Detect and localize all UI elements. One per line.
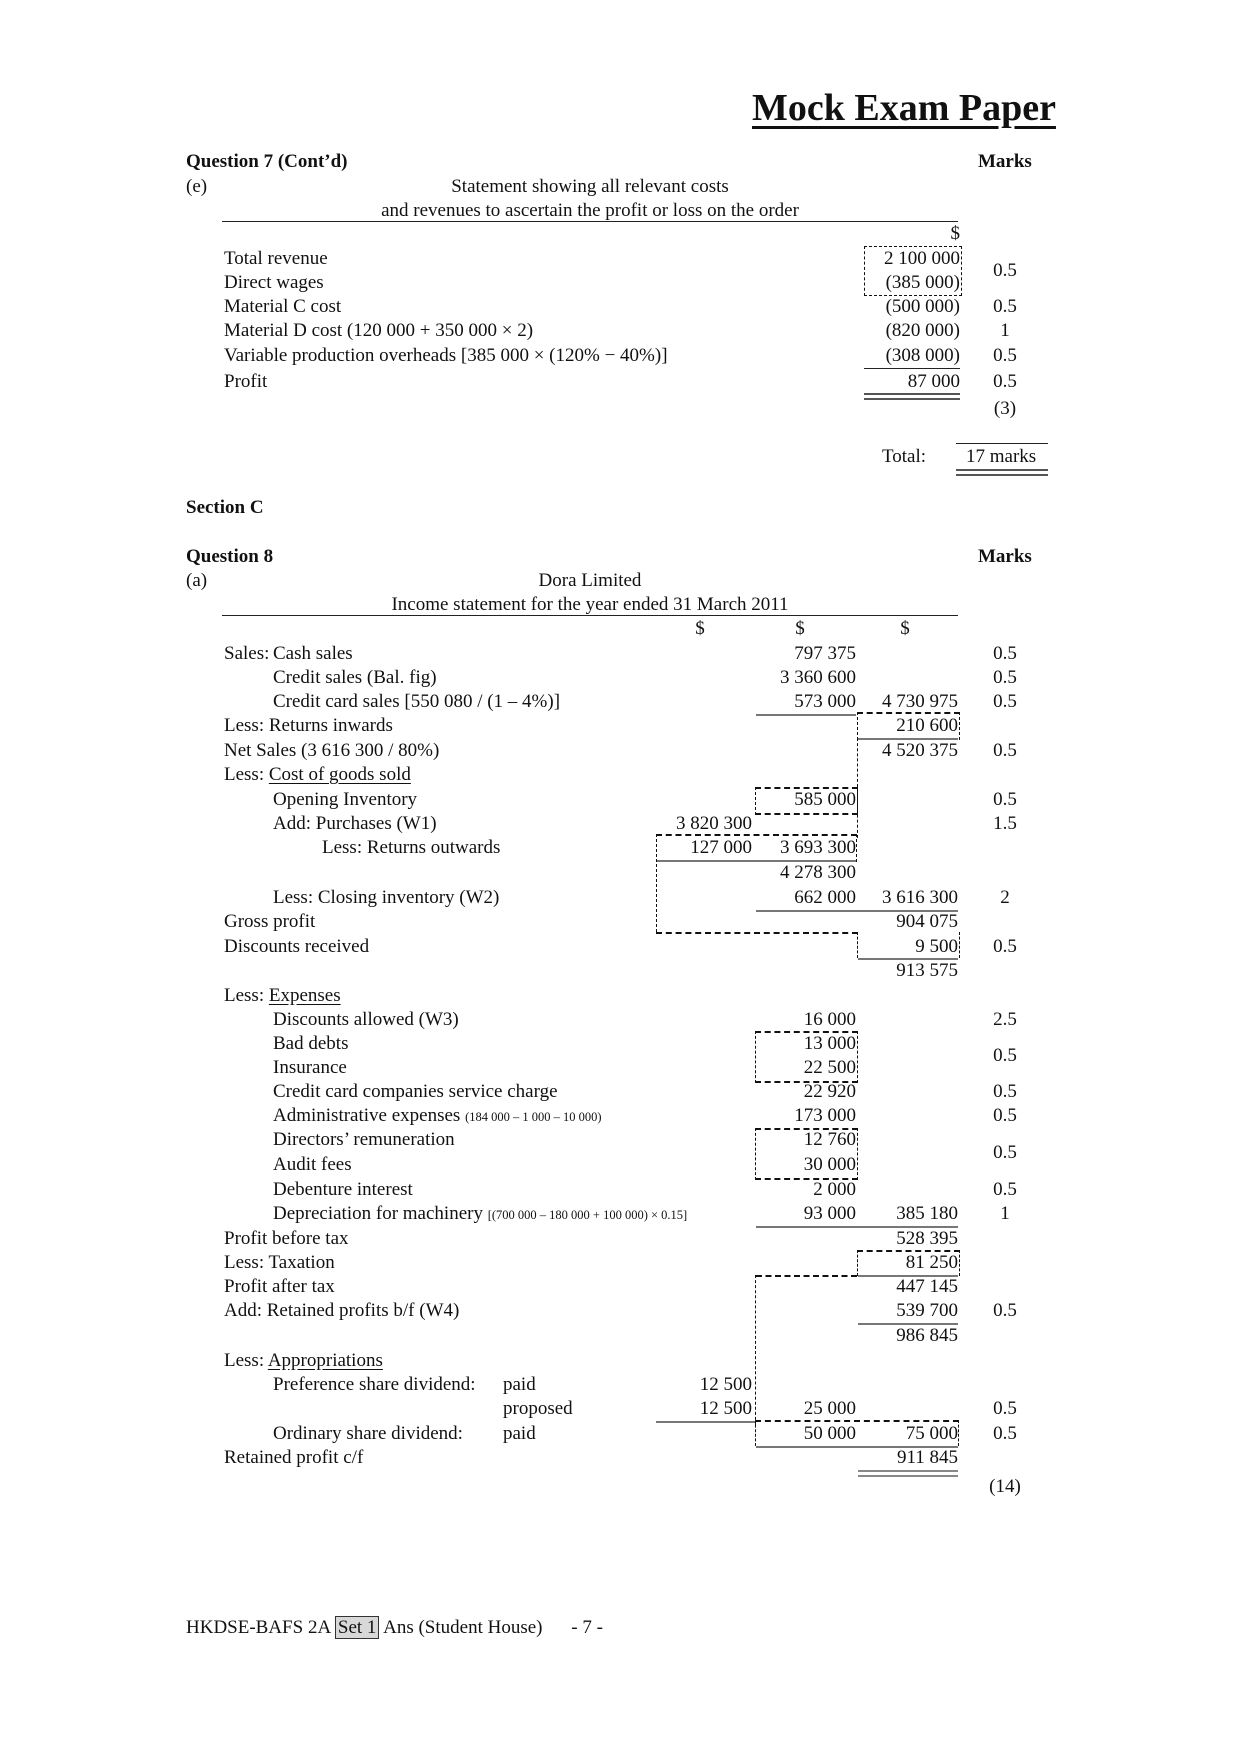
- row-mark: 0.5: [993, 1142, 1017, 1163]
- row-c3: 528 395: [896, 1228, 958, 1249]
- row-amount: 2 100 000: [884, 248, 960, 269]
- row-c3: 9 500: [915, 936, 958, 957]
- row-label: Insurance: [273, 1057, 347, 1078]
- dashed-box: [755, 787, 858, 815]
- depreciation-note: [(700 000 – 180 000 + 100 000) × 0.15]: [487, 1208, 688, 1222]
- marks-heading: Marks: [978, 151, 1032, 172]
- row-label: Less: Taxation: [224, 1252, 335, 1273]
- row-c2: 22 500: [803, 1057, 856, 1078]
- row-mark: 0.5: [993, 789, 1017, 810]
- row-c2: 13 000: [803, 1033, 856, 1054]
- row-c2: 16 000: [803, 1009, 856, 1030]
- row-label: Less: Returns inwards: [224, 715, 393, 736]
- marks-heading: Marks: [978, 546, 1032, 567]
- dashed-box: [864, 246, 962, 296]
- statement-title: Income statement for the year ended 31 March 2011: [391, 594, 789, 615]
- row-c1: 3 820 300: [676, 813, 752, 834]
- dashed-box: [755, 1420, 959, 1446]
- dashed-box: [755, 1031, 858, 1083]
- dashed-box: [857, 1250, 960, 1276]
- dashed-connector: [656, 932, 858, 934]
- row-sublabel: proposed: [503, 1398, 573, 1419]
- sales-label: Sales:: [224, 643, 270, 664]
- row-c3: 447 145: [896, 1276, 958, 1297]
- footer-prefix: HKDSE-BAFS 2A: [186, 1617, 331, 1638]
- total-label: Total:: [882, 446, 927, 467]
- row-c3: 911 845: [896, 1447, 958, 1468]
- part-label: (e): [186, 176, 208, 197]
- row-mark: 0.5: [993, 260, 1017, 281]
- row-label: Less: Appropriations: [224, 1350, 383, 1371]
- row-c3: 3 616 300: [882, 887, 958, 908]
- question-heading: Question 7 (Cont’d): [186, 151, 348, 172]
- row-c2: 573 000: [794, 691, 856, 712]
- row-label: Credit card companies service charge: [273, 1081, 558, 1102]
- row-c2: 797 375: [794, 643, 856, 664]
- row-label: Material C cost: [224, 296, 342, 317]
- currency-col1: $: [695, 618, 705, 639]
- divider: [222, 221, 958, 222]
- part-label: (a): [186, 570, 208, 591]
- divider: [222, 615, 958, 616]
- row-label: Add: Purchases (W1): [273, 813, 437, 834]
- row-label: Discounts received: [224, 936, 370, 957]
- row-mark: 0.5: [993, 1179, 1017, 1200]
- row-label: Profit before tax: [224, 1228, 349, 1249]
- dashed-box: [857, 932, 960, 958]
- row-c3: 4 520 375: [882, 740, 958, 761]
- currency-col3: $: [900, 618, 910, 639]
- admin-note: (184 000 – 1 000 – 10 000): [465, 1110, 602, 1124]
- row-c3: 539 700: [896, 1300, 958, 1321]
- sum-line: [756, 714, 856, 716]
- row-label: Less: Closing inventory (W2): [273, 887, 500, 908]
- row-c1: 12 500: [699, 1374, 752, 1395]
- row-label: Debenture interest: [273, 1179, 413, 1200]
- row-mark: 1.5: [993, 813, 1017, 834]
- row-label: Less: Expenses: [224, 985, 341, 1006]
- row-mark: 0.5: [993, 296, 1017, 317]
- row-mark: 0.5: [993, 345, 1017, 366]
- row-c1: 12 500: [699, 1398, 752, 1419]
- row-label: Audit fees: [273, 1154, 352, 1175]
- expenses-heading: Expenses: [268, 985, 341, 1006]
- dashed-box: [755, 1128, 858, 1180]
- sum-line: [656, 1421, 756, 1423]
- dashed-connector: [656, 834, 657, 932]
- row-label: Depreciation for machinery [(700 000 – 180 000 + 100 000) × 0.15]: [273, 1203, 688, 1224]
- row-label: Profit after tax: [224, 1276, 335, 1297]
- row-label: Retained profit c/f: [224, 1447, 364, 1468]
- row-amount: (500 000): [885, 296, 960, 317]
- row-c3: 81 250: [905, 1252, 958, 1273]
- page-title: Mock Exam Paper: [752, 87, 1056, 129]
- row-label: Add: Retained profits b/f (W4): [224, 1300, 460, 1321]
- set-badge: Set 1: [335, 1616, 380, 1639]
- row-mark: 0.5: [993, 1105, 1017, 1126]
- row-mark: 1: [1000, 1203, 1010, 1224]
- row-c3: 904 075: [896, 911, 958, 932]
- row-mark: 0.5: [993, 1423, 1017, 1444]
- row-c3: 210 600: [896, 715, 958, 736]
- row-mark: 0.5: [993, 1300, 1017, 1321]
- double-underline: [956, 469, 1048, 476]
- subtotal-marks: (3): [993, 398, 1017, 419]
- row-c2: 22 920: [803, 1081, 856, 1102]
- row-c3: 75 000: [905, 1423, 958, 1444]
- row-c2: 50 000: [803, 1423, 856, 1444]
- row-label: Credit card sales [550 080 / (1 – 4%)]: [273, 691, 561, 712]
- row-c3: 986 845: [896, 1325, 958, 1346]
- row-label: Gross profit: [224, 911, 316, 932]
- statement-title: Statement showing all relevant costs: [451, 176, 729, 197]
- row-c2: 3 693 300: [780, 837, 856, 858]
- row-label: Administrative expenses (184 000 – 1 000 – 10 000): [273, 1105, 602, 1126]
- row-label: Ordinary share dividend:: [273, 1423, 463, 1444]
- appropriations-heading: Appropriations: [267, 1350, 383, 1371]
- currency-label: $: [950, 223, 960, 244]
- row-label: Direct wages: [224, 272, 324, 293]
- row-c2: 30 000: [803, 1154, 856, 1175]
- row-label: Less: Returns outwards: [322, 837, 501, 858]
- row-c2: 585 000: [794, 789, 856, 810]
- double-underline: [858, 1470, 958, 1477]
- row-mark: 0.5: [993, 936, 1017, 957]
- row-label: Preference share dividend:: [273, 1374, 476, 1395]
- footer: [186, 1616, 603, 1640]
- row-label: Cash sales: [273, 643, 353, 664]
- row-mark: 0.5: [993, 1081, 1017, 1102]
- row-mark: 0.5: [993, 1045, 1017, 1066]
- section-heading: Section C: [186, 497, 264, 518]
- row-c3: 913 575: [896, 960, 958, 981]
- row-label: Discounts allowed (W3): [273, 1009, 459, 1030]
- row-label: Credit sales (Bal. fig): [273, 667, 437, 688]
- dashed-connector: [756, 1275, 857, 1277]
- row-c3: 385 180: [896, 1203, 958, 1224]
- row-mark: 2.5: [993, 1009, 1017, 1030]
- row-sublabel: paid: [503, 1374, 536, 1395]
- row-c2: 93 000: [803, 1203, 856, 1224]
- footer-suffix: Ans (Student House): [383, 1617, 543, 1638]
- row-amount: (385 000): [885, 272, 960, 293]
- row-label: Profit: [224, 371, 268, 392]
- row-label: Material D cost (120 000 + 350 000 × 2): [224, 320, 534, 341]
- page-number: - 7 -: [571, 1617, 603, 1638]
- row-amount: 87 000: [907, 371, 960, 392]
- total-marks: 17 marks: [966, 446, 1037, 467]
- row-label: Opening Inventory: [273, 789, 418, 810]
- row-c2: 2 000: [813, 1179, 856, 1200]
- row-mark: 0.5: [993, 667, 1017, 688]
- row-sublabel: paid: [503, 1423, 536, 1444]
- dashed-box: [857, 712, 960, 740]
- company-name: Dora Limited: [538, 570, 642, 591]
- row-label: Less: Cost of goods sold: [224, 764, 411, 785]
- statement-subtitle: and revenues to ascertain the profit or loss on the order: [381, 200, 799, 221]
- row-amount: (308 000): [885, 345, 960, 366]
- row-c2: 4 278 300: [780, 862, 856, 883]
- row-mark: 2: [1000, 887, 1010, 908]
- row-label: Variable production overheads [385 000 × (120% − 40%)]: [224, 345, 668, 366]
- currency-col2: $: [795, 618, 805, 639]
- row-label: Total revenue: [224, 248, 328, 269]
- total-line: [956, 443, 1048, 444]
- row-mark: 0.5: [993, 643, 1017, 664]
- row-c2: 25 000: [803, 1398, 856, 1419]
- row-label: Directors’ remuneration: [273, 1129, 455, 1150]
- row-c2: 662 000: [794, 887, 856, 908]
- row-c2: 12 760: [803, 1129, 856, 1150]
- subtotal-marks: (14): [989, 1476, 1021, 1497]
- row-mark: 0.5: [993, 740, 1017, 761]
- row-label: Net Sales (3 616 300 / 80%): [224, 740, 440, 761]
- row-mark: 0.5: [993, 371, 1017, 392]
- row-amount: (820 000): [885, 320, 960, 341]
- row-c1: 127 000: [690, 837, 752, 858]
- cogs-heading: Cost of goods sold: [268, 764, 411, 785]
- row-c2: 3 360 600: [780, 667, 856, 688]
- sum-line: [864, 368, 960, 369]
- question-heading: Question 8: [186, 546, 274, 567]
- row-c2: 173 000: [794, 1105, 856, 1126]
- row-mark: 0.5: [993, 691, 1017, 712]
- row-label: Bad debts: [273, 1033, 349, 1054]
- row-mark: 1: [1000, 320, 1010, 341]
- row-c3: 4 730 975: [882, 691, 958, 712]
- row-mark: 0.5: [993, 1398, 1017, 1419]
- double-underline: [864, 393, 960, 400]
- dashed-box: [656, 834, 857, 862]
